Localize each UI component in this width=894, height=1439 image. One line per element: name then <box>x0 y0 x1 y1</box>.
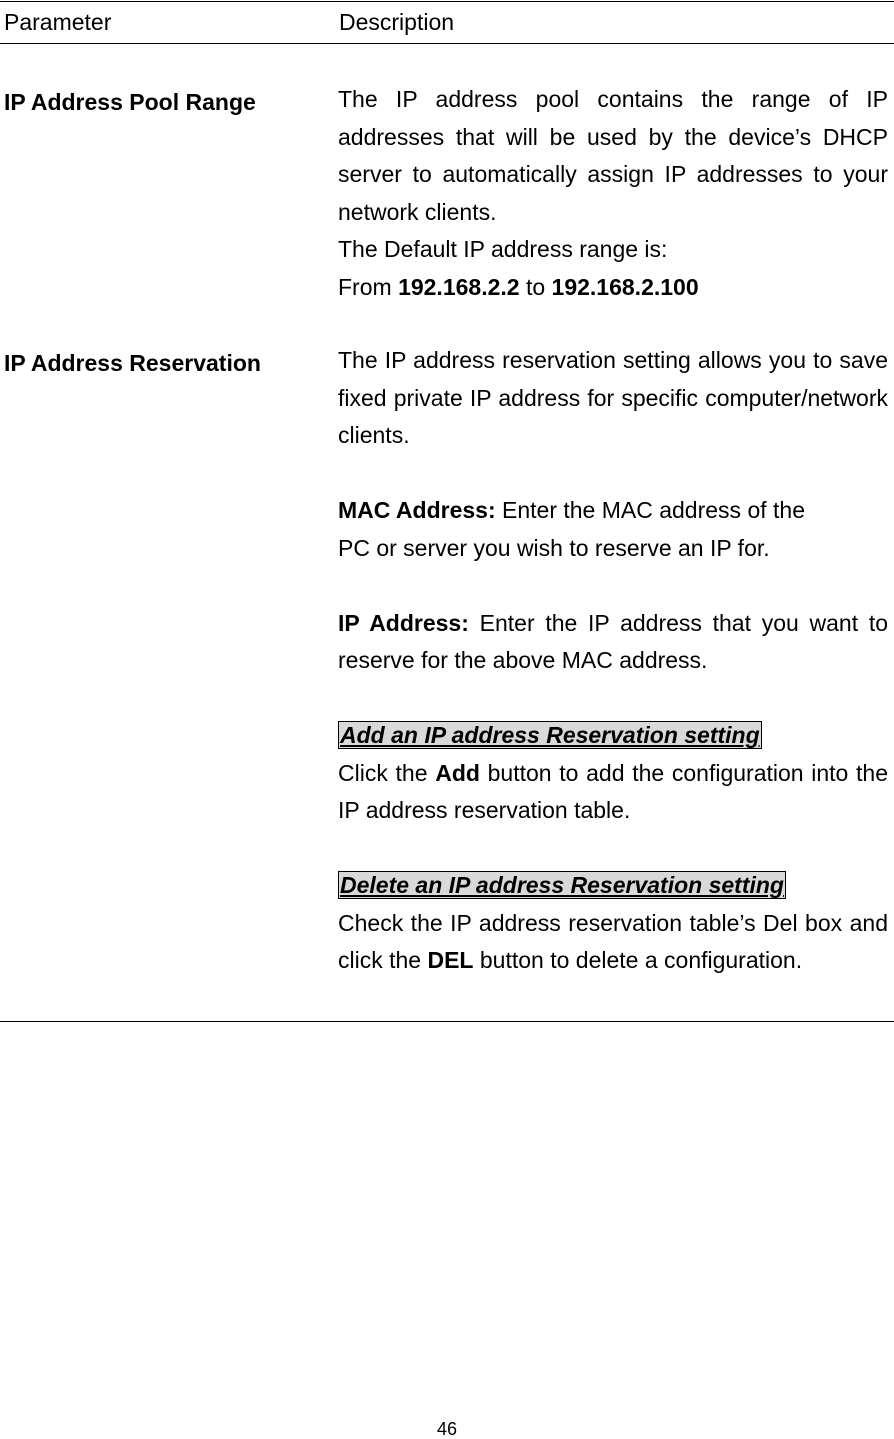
delete-reservation-heading-line <box>338 867 888 905</box>
ip-address-paragraph <box>338 605 888 680</box>
add-button-name: Add <box>435 759 480 786</box>
reservation-intro-text: The IP address reservation setting allows you to save fixed private IP address for specific computer/network clients. <box>338 347 888 448</box>
table-header-rule <box>0 43 894 44</box>
delete-pre-text: Check the IP address reservation table’s Del box and click the <box>338 909 888 973</box>
mac-address-label: MAC Address: <box>338 497 496 523</box>
add-pre-text: Click the <box>338 759 428 786</box>
from-word: From <box>338 273 392 300</box>
delete-button-name: DEL <box>427 947 474 973</box>
add-reservation-heading-line <box>338 717 888 755</box>
delete-reservation-paragraph <box>338 905 888 980</box>
default-range-values <box>338 269 888 307</box>
page-number: 46 <box>436 1419 458 1439</box>
range-end-ip: 192.168.2.100 <box>551 273 699 300</box>
add-reservation-heading: Add an IP address Reservation setting <box>340 722 760 748</box>
range-start-ip: 192.168.2.2 <box>398 273 520 300</box>
delete-reservation-heading: Delete an IP address Reservation setting <box>340 872 784 898</box>
ip-address-label: IP Address: <box>338 609 469 636</box>
add-post-text: button to add the configuration into the IP address reservation table. <box>338 759 889 823</box>
mac-address-text-1: Enter the MAC address of the <box>502 497 805 523</box>
default-range-label: The Default IP address range is: <box>338 236 668 262</box>
column-header-description: Description <box>339 9 455 35</box>
ip-address-text: Enter the IP address that you want to reserve for the above MAC address. <box>338 609 889 673</box>
table-top-rule <box>0 1 894 2</box>
description-ip-address-reservation <box>338 342 888 980</box>
parameter-ip-address-pool-range: IP Address Pool Range <box>4 89 256 115</box>
to-word: to <box>525 273 546 300</box>
parameter-ip-address-reservation: IP Address Reservation <box>4 350 261 376</box>
description-ip-address-pool-range <box>338 81 888 306</box>
mac-address-line-1 <box>338 492 888 530</box>
column-header-parameter: Parameter <box>4 9 112 35</box>
delete-post-text: button to delete a configuration. <box>479 947 803 973</box>
table-bottom-rule <box>0 1021 894 1022</box>
pool-description-text: The IP address pool contains the range of IP addresses that will be used by the device’s DHCP server to automatically assign IP addresses to your network clients. <box>338 86 888 225</box>
mac-address-text-2: PC or server you wish to reserve an IP for. <box>338 534 770 561</box>
add-reservation-paragraph <box>338 755 888 830</box>
